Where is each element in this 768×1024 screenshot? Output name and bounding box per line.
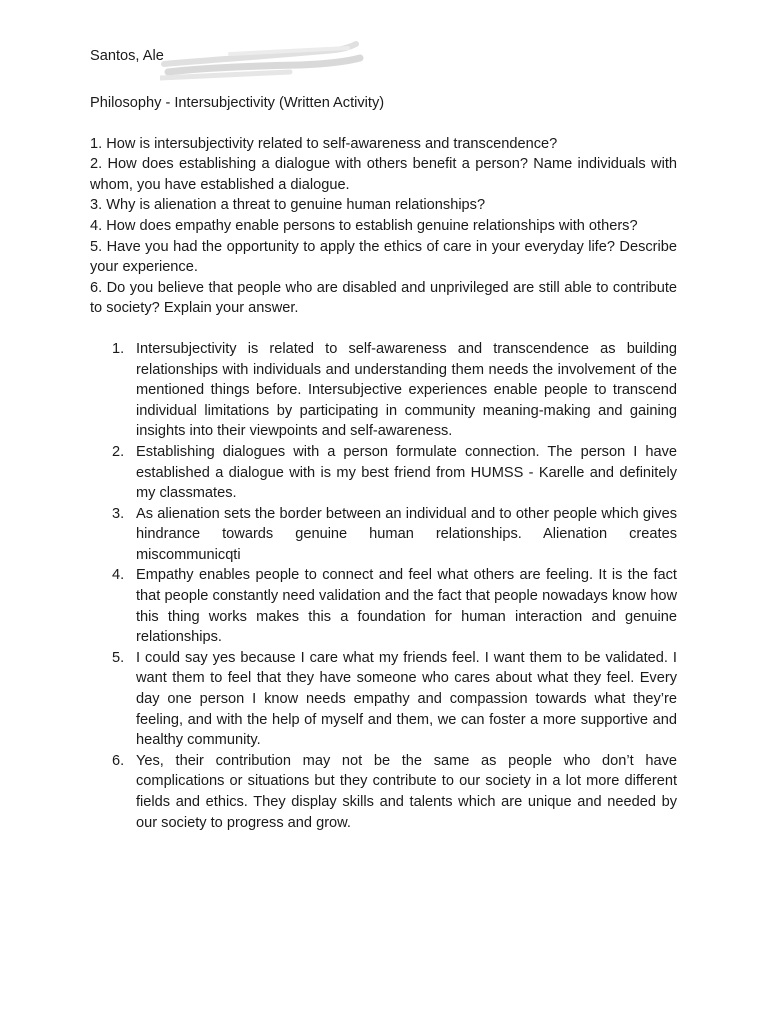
answer-item [90, 751, 677, 833]
answer-item [90, 339, 677, 442]
redaction-scribble [160, 38, 370, 86]
activity-title: Philosophy - Intersubjectivity (Written Activity) [90, 95, 385, 111]
student-name-line [90, 44, 677, 66]
answer-text: As alienation sets the border between an individual and to other people which gives hindrance towards genuine human relationships. Alienation creates miscommunicqti [136, 505, 677, 563]
answer-item [90, 442, 677, 504]
question-item: 1. How is intersubjectivity related to self-awareness and transcendence? [90, 135, 558, 152]
question-item: 5. Have you had the opportunity to apply the ethics of care in your everyday life? Describe your experience. [90, 238, 677, 276]
answer-text: Establishing dialogues with a person formulate connection. The person I have established a dialogue with is my best friend from HUMSS - Karelle and definitely my classmates. [136, 443, 677, 502]
question-item: 4. How does empathy enable persons to establish genuine relationships with others? [90, 217, 638, 234]
answer-text: Empathy enables people to connect and feel what others are feeling. It is the fact that people constantly need validation and the fact that people nowadays know how this thing works makes this a foundation for human interaction and genuine relationships. [136, 567, 677, 646]
document-body [90, 44, 677, 833]
question-item: 3. Why is alienation a threat to genuine human relationships? [90, 197, 486, 214]
student-name: Santos, Ale [90, 48, 164, 64]
answer-list [90, 339, 677, 833]
answer-text: Yes, their contribution may not be the same as people who don’t have complications or situations but they contribute to our society in a lot more different fields and ethics. They display skills and talents which are unique and needed by our society to progress and grow. [136, 752, 677, 831]
answer-number: 5. [112, 649, 125, 666]
answer-item [90, 504, 677, 566]
question-list [90, 134, 677, 319]
question-item: 6. Do you believe that people who are disabled and unprivileged are still able to contribute to society? Explain your answer. [90, 279, 677, 317]
answer-text: I could say yes because I care what my friends feel. I want them to be validated. I want them to feel that they have someone who cares about what they feel. Every day one person I know needs empathy and compassion towards what they’re feeling, and with the help of myself and them, we can foster a more supportive and healthy community. [136, 649, 677, 749]
answer-number: 1. [112, 340, 125, 357]
answer-number: 4. [112, 567, 125, 584]
answer-number: 3. [112, 505, 125, 522]
answer-number: 6. [112, 752, 125, 769]
answer-item [90, 565, 677, 647]
question-item: 2. How does establishing a dialogue with others benefit a person? Name individuals with whom, you have established a dialogue. [90, 156, 677, 193]
answer-item [90, 648, 677, 751]
answer-text: Intersubjectivity is related to self-awareness and transcendence as building relationships with individuals and understanding them needs the involvement of the mentioned things before. Intersubjective experiences enable people to transcend individual limitations by participating in community meaning-making and gaining insights into their viewpoints and self-awareness. [136, 340, 677, 440]
answer-number: 2. [112, 443, 125, 460]
